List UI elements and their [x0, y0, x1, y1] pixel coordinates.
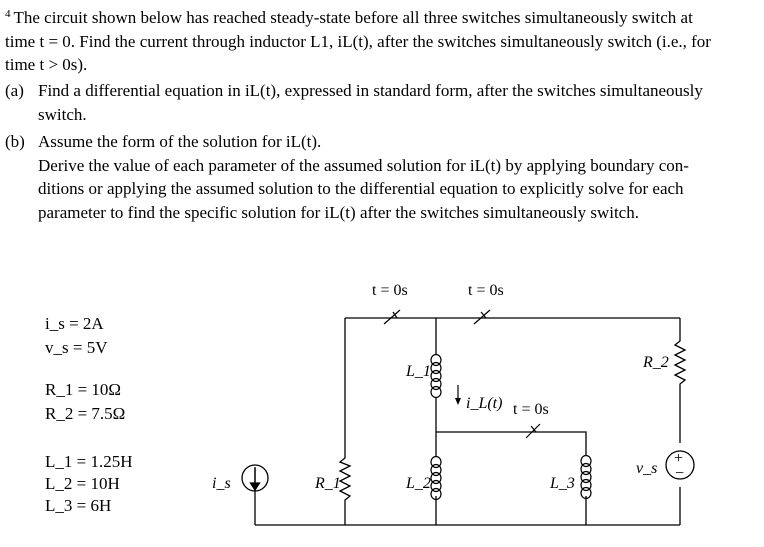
intro-line-3: time t > 0s).: [5, 55, 88, 74]
l2-label: L_2: [406, 475, 431, 492]
r2-label: R_2: [643, 354, 669, 371]
param-is: i_s = 2A: [45, 314, 104, 333]
minus-sign: −: [675, 465, 685, 482]
switch3-right-wire: [546, 432, 586, 456]
switch-2-label: t = 0s: [468, 282, 504, 299]
switch-3-label: t = 0s: [513, 401, 549, 418]
l1-label: L_1: [406, 363, 431, 380]
part-a-line-2: switch.: [38, 104, 87, 124]
il-label: i_L(t): [466, 395, 503, 412]
param-r1: R_1 = 10Ω: [45, 380, 122, 399]
part-a-label: (a): [5, 81, 24, 100]
switch-3: [522, 424, 546, 438]
intro-line-2: time t = 0. Find the current through inductor L1, iL(t), after the switches simultaneously switch (i.e., for: [5, 31, 711, 51]
param-vs: v_s = 5V: [45, 338, 108, 357]
resistor-r1: [340, 455, 350, 505]
param-l2: L_2 = 10H: [45, 474, 120, 493]
switch-1-label: t = 0s: [372, 282, 408, 299]
switch-2: [468, 310, 494, 324]
current-source-label: i_s: [212, 475, 231, 492]
part-b-line-1: (b) Assume the form of the solution for iL(t).: [5, 130, 753, 154]
param-l1: L_1 = 1.25H: [45, 452, 133, 471]
param-r2: R_2 = 7.5Ω: [45, 404, 126, 423]
plus-sign: +: [674, 450, 684, 467]
part-a-line-1: (a) Find a differential equation in iL(t), expressed in standard form, after the switches simultaneously: [5, 79, 753, 103]
part-b-label: (b): [5, 132, 25, 151]
intro-line-1: $^4$ The circuit shown below has reached steady-state before all three switches simultaneously switch at: [5, 8, 693, 27]
inductor-l2: [431, 457, 441, 500]
part-b-line-3: ditions or applying the assumed solution to the differential equation to explicitly solve for each: [38, 179, 684, 198]
current-source: [242, 465, 268, 491]
vs-label: v_s: [636, 460, 658, 477]
problem-number: 4: [5, 8, 11, 20]
part-b-line-4: parameter to find the specific solution for iL(t) after the switches simultaneously switch.: [38, 202, 639, 222]
inductor-l1: [431, 355, 441, 398]
l3-label: L_3: [550, 475, 575, 492]
resistor-r2: [675, 338, 685, 388]
part-b-line-2: Derive the value of each parameter of the assumed solution for iL(t) by applying boundary con-: [38, 155, 689, 175]
switch-1: [382, 310, 408, 324]
current-arrow-il: [455, 385, 461, 405]
inductor-l3: [581, 456, 591, 499]
param-l3: L_3 = 6H: [45, 496, 112, 515]
r1-label: R_1: [315, 475, 341, 492]
